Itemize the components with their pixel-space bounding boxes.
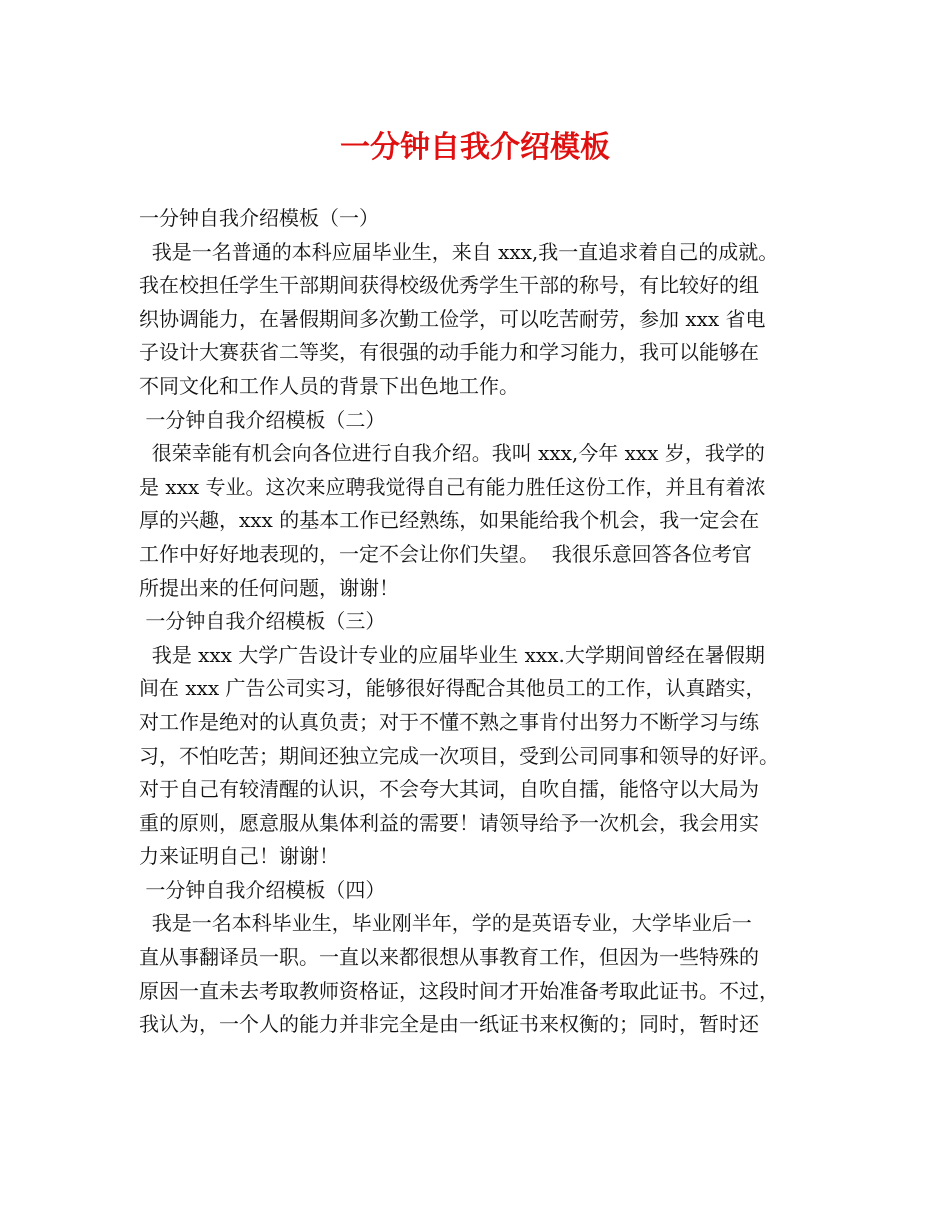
text-line: 我是一名本科毕业生，毕业刚半年，学的是英语专业，大学毕业后一 — [139, 911, 752, 936]
text-line: 子设计大赛获省二等奖，有很强的动手能力和学习能力，我可以能够在 — [139, 340, 759, 365]
text-line: 不同文化和工作人员的背景下出色地工作。 — [139, 373, 519, 398]
text-line: 我是一名普通的本科应届毕业生，来自 xxx,我一直追求着自己的成就。 — [139, 239, 779, 264]
text-line: 我在校担任学生干部期间获得校级优秀学生干部的称号，有比较好的组 — [139, 273, 759, 298]
text-line: 间在 xxx 广告公司实习，能够很好得配合其他员工的工作，认真踏实， — [139, 676, 766, 701]
text-line: 很荣幸能有机会向各位进行自我介绍。我叫 xxx,今年 xxx 岁，我学的 — [139, 441, 765, 466]
text-line: 对于自己有较清醒的认识，不会夸大其词，自吹自擂，能恪守以大局为 — [139, 777, 759, 802]
text-line: 习，不怕吃苦；期间还独立完成一次项目，受到公司同事和领导的好评。 — [139, 743, 779, 768]
text-line: 一分钟自我介绍模板（一） — [139, 206, 379, 230]
text-line: 所提出来的任何问题，谢谢！ — [139, 575, 399, 600]
text-line: 重的原则，愿意服从集体利益的需要！请领导给予一次机会，我会用实 — [139, 810, 759, 835]
text-line: 一分钟自我介绍模板（三） — [139, 609, 386, 634]
text-line: 直从事翻译员一职。一直以来都很想从事教育工作，但因为一些特殊的 — [139, 945, 759, 970]
document-body — [139, 202, 829, 1042]
document-title: 一分钟自我介绍模板 — [340, 130, 610, 165]
text-line: 一分钟自我介绍模板（四） — [139, 877, 386, 902]
text-line: 厚的兴趣，xxx 的基本工作已经熟练，如果能给我个机会，我一定会在 — [139, 508, 760, 533]
text-line: 织协调能力，在暑假期间多次勤工俭学，可以吃苦耐劳，参加 xxx 省电 — [139, 306, 766, 331]
text-line: 我是 xxx 大学广告设计专业的应届毕业生 xxx.大学期间曾经在暑假期 — [139, 642, 765, 667]
text-line: 一分钟自我介绍模板（二） — [139, 407, 386, 432]
text-line: 原因一直未去考取教师资格证，这段时间才开始准备考取此证书。不过， — [139, 978, 779, 1003]
text-line: 我认为，一个人的能力并非完全是由一纸证书来权衡的；同时，暂时还 — [139, 1012, 759, 1037]
text-line: 工作中好好地表现的，一定不会让你们失望。 我很乐意回答各位考官 — [139, 541, 752, 566]
text-line: 力来证明自己！谢谢！ — [139, 844, 339, 869]
text-line: 对工作是绝对的认真负责；对于不懂不熟之事肯付出努力不断学习与练 — [139, 709, 759, 734]
text-line: 是 xxx 专业。这次来应聘我觉得自己有能力胜任这份工作，并且有着浓 — [139, 474, 766, 499]
